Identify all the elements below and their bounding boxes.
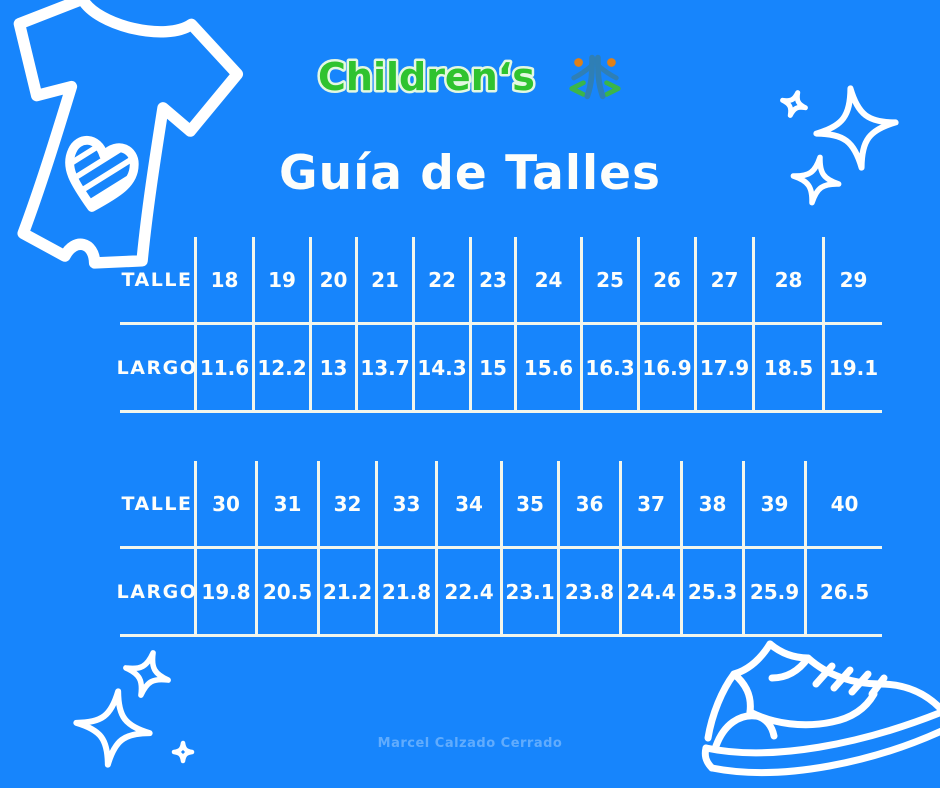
size-value-cell: 24 [517, 237, 583, 322]
size-value-cell: 31 [258, 461, 320, 546]
size-value-cell: 29 [839, 267, 868, 292]
size-value-cell: 26 [640, 237, 697, 322]
size-value-cell: 17.9 [697, 325, 755, 410]
brand-logo [0, 44, 940, 108]
size-value-cell: 25 [583, 237, 640, 322]
size-value-cell: 28 [755, 237, 825, 322]
size-value-cell: 16.9 [640, 325, 697, 410]
size-table-30-40 [116, 461, 882, 637]
size-value-cell: 30 [197, 461, 258, 546]
size-value-cell: 25.9 [745, 549, 807, 634]
size-table-row [120, 461, 882, 546]
size-value-cell: 11.6 [197, 325, 255, 410]
size-table-row [120, 237, 882, 322]
size-value-cell: 22 [415, 237, 472, 322]
size-value-cell: 13.7 [358, 325, 415, 410]
size-value-cell: 24.4 [622, 549, 683, 634]
brand-name: Children‘s [318, 55, 535, 99]
size-value-cell: 19.1 [828, 355, 879, 380]
sneaker-illustration [700, 630, 940, 788]
size-value-cell: 18.5 [755, 325, 825, 410]
table-divider-line [120, 634, 882, 637]
table-divider-line [120, 410, 882, 413]
size-value-cell: 12.2 [255, 325, 312, 410]
size-value-cell: 20.5 [258, 549, 320, 634]
size-value-cell: 21.8 [378, 549, 438, 634]
size-value-cell: 15.6 [517, 325, 583, 410]
size-value-cell: 16.3 [583, 325, 640, 410]
size-value-cell: 20 [312, 237, 358, 322]
size-table-row [116, 325, 882, 410]
row-header-label: TALLE [120, 461, 197, 546]
size-value-cell: 37 [622, 461, 683, 546]
size-value-cell: 32 [320, 461, 378, 546]
size-value-cell: 36 [560, 461, 622, 546]
size-value-cell: 21 [358, 237, 415, 322]
size-value-cell: 40 [830, 491, 859, 516]
size-value-cell: 14.3 [415, 325, 472, 410]
footer-credit: Marcel Calzado Cerrado [377, 736, 563, 751]
children-logo-people-icon [566, 49, 624, 103]
size-table-18-29 [116, 237, 882, 413]
size-value-cell: 23 [472, 237, 517, 322]
size-value-cell: 38 [683, 461, 745, 546]
size-value-cell: 26.5 [819, 579, 870, 604]
size-value-cell: 13 [312, 325, 358, 410]
row-header-label: TALLE [120, 237, 197, 322]
size-value-cell: 35 [503, 461, 560, 546]
size-value-cell: 39 [745, 461, 807, 546]
size-value-cell: 33 [378, 461, 438, 546]
size-value-cell: 23.8 [560, 549, 622, 634]
size-value-cell: 18 [197, 237, 255, 322]
size-value-cell: 34 [438, 461, 503, 546]
page-title: Guía de Talles [279, 145, 661, 201]
size-value-cell: 19.8 [197, 549, 258, 634]
size-value-cell: 27 [697, 237, 755, 322]
size-value-cell: 22.4 [438, 549, 503, 634]
sparkles-bottom-left-icon [55, 648, 215, 778]
size-value-cell: 23.1 [503, 549, 560, 634]
size-value-cell: 19 [255, 237, 312, 322]
row-header-label: LARGO [120, 325, 197, 410]
size-table-row [116, 549, 882, 634]
size-value-cell: 15 [472, 325, 517, 410]
size-value-cell: 21.2 [320, 549, 378, 634]
row-header-label: LARGO [120, 549, 197, 634]
size-value-cell: 25.3 [683, 549, 745, 634]
